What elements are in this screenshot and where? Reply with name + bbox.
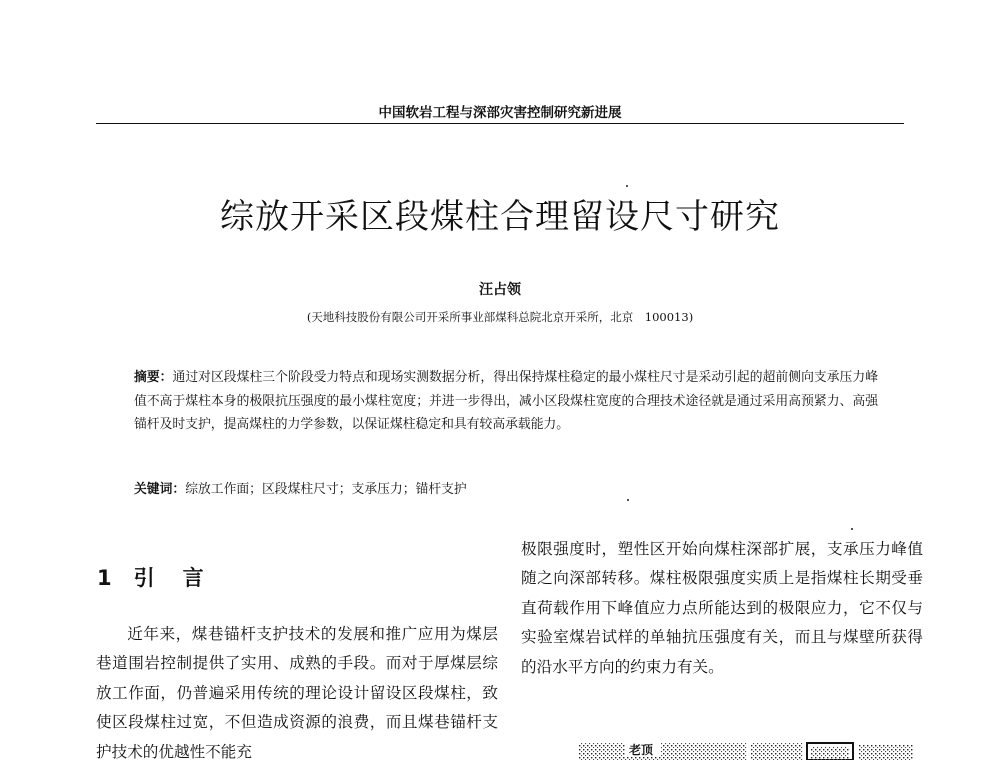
abstract-text: 通过对区段煤柱三个阶段受力特点和现场实测数据分析，得出保持煤柱稳定的最小煤柱尺寸是采动引起的超前侧向支承压力峰值不高于煤柱本身的极限抗压强度的最小煤柱宽度；并进一步得出，减小区段煤柱宽度的合理技术途径就是通过采用高预紧力、高强锚杆及时支护，提高煤柱的力学参数，以保证煤柱稳定和具有较高承载能力。 xyxy=(134,370,878,432)
abstract-label: 摘要： xyxy=(134,370,173,385)
body-column-left: 近年来，煤巷锚杆支护技术的发展和推广应用为煤层巷道围岩控制提供了实用、成熟的手段。而对于厚煤层综放工作面，仍普遍采用传统的理论设计留设区段煤柱，致使区段煤柱过宽，不但造成资源的浪费，而且煤巷锚杆支护技术的优越性不能充 xyxy=(96,625,498,761)
keywords-text: 综放工作面；区段煤柱尺寸；支承压力；锚杆支护 xyxy=(185,482,467,497)
scan-speck xyxy=(851,528,853,530)
figure-label: 老顶 xyxy=(629,743,654,757)
keywords-label: 关键词： xyxy=(134,482,186,497)
figure-top-edge xyxy=(575,737,915,760)
running-header: 中国软岩工程与深部灾害控制研究新进展 xyxy=(378,105,622,121)
section-heading xyxy=(97,562,232,592)
section-title: 引言 xyxy=(133,566,232,590)
author-affiliation: (天地科技股份有限公司开采所事业部煤科总院北京开采所，北京 100013) xyxy=(306,310,694,324)
scan-speck xyxy=(627,499,629,501)
figure-illustration xyxy=(575,737,915,760)
section-number: 1 xyxy=(97,566,114,590)
scan-speck xyxy=(626,185,628,187)
author-name: 汪占领 xyxy=(479,282,521,298)
header-rule xyxy=(96,123,904,124)
paper-title: 综放开采区段煤柱合理留设尺寸研究 xyxy=(220,197,780,237)
keywords xyxy=(134,480,878,500)
body-column-right: 极限强度时，塑性区开始向煤柱深部扩展，支承压力峰值随之向深部转移。煤柱极限强度实质上是指煤柱长期受垂直荷载作用下峰值应力点所能达到的极限应力，它不仅与实验室煤岩试样的单轴抗压强度有关，而且与煤壁所获得的沿水平方向的约束力有关。 xyxy=(521,540,923,676)
abstract xyxy=(134,366,878,437)
